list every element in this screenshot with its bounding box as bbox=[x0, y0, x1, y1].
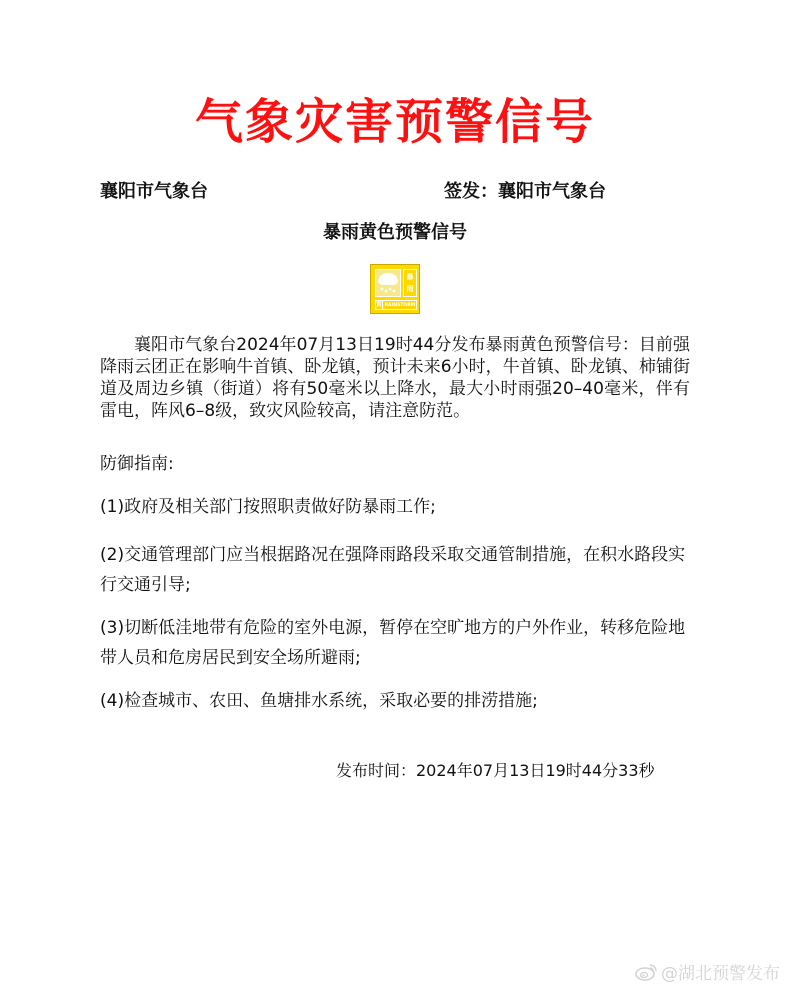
weibo-icon bbox=[635, 963, 657, 981]
signal-icon-label-line2: 雨 bbox=[406, 285, 414, 293]
watermark bbox=[635, 959, 780, 984]
signal-icon-bottom-bar bbox=[375, 300, 417, 310]
warning-body-text: 襄阳市气象台2024年07月13日19时44分发布暴雨黄色预警信号：目前强降雨云团正在影响牛首镇、卧龙镇，预计未来6小时，牛首镇、卧龙镇、柿铺街道及周边乡镇（街道）将有50毫米以上降水，最大小时雨强20–40毫米，伴有雷电，阵风6–8级，致灾风险较高，请注意防范。 bbox=[100, 335, 690, 421]
publish-time: 发布时间：2024年07月13日19时44分33秒 bbox=[336, 761, 655, 780]
issuer-label: 襄阳市气象台 bbox=[100, 181, 208, 202]
rain-cloud-icon bbox=[375, 269, 401, 297]
signal-name: 暴雨黄色预警信号 bbox=[323, 222, 467, 243]
rainstorm-yellow-warning-icon bbox=[370, 264, 420, 314]
guide-item: (1)政府及相关部门按照职责做好防暴雨工作; bbox=[100, 497, 436, 517]
guide-item: (2)交通管理部门应当根据路况在强降雨路段采取交通管制措施，在积水路段实行交通引导; bbox=[100, 545, 686, 595]
watermark-text: @湖北预警发布 bbox=[661, 964, 780, 984]
guide-heading: 防御指南: bbox=[100, 454, 174, 474]
signal-icon-level-cn: 黄 bbox=[376, 301, 383, 308]
signer-label: 签发：襄阳市气象台 bbox=[444, 181, 606, 202]
guide-item: (4)检查城市、农田、鱼塘排水系统，采取必要的排涝措施; bbox=[100, 691, 538, 711]
document-title: 气象灾害预警信号 bbox=[194, 94, 595, 150]
signal-icon-label-line1: 暴 bbox=[406, 273, 414, 281]
guide-item: (3)切断低洼地带有危险的室外电源，暂停在空旷地方的户外作业，转移危险地带人员和危房居民到安全场所避雨; bbox=[100, 618, 686, 668]
signal-icon-label bbox=[403, 269, 417, 297]
signal-icon-level-en: RAINSTORM bbox=[384, 302, 416, 308]
